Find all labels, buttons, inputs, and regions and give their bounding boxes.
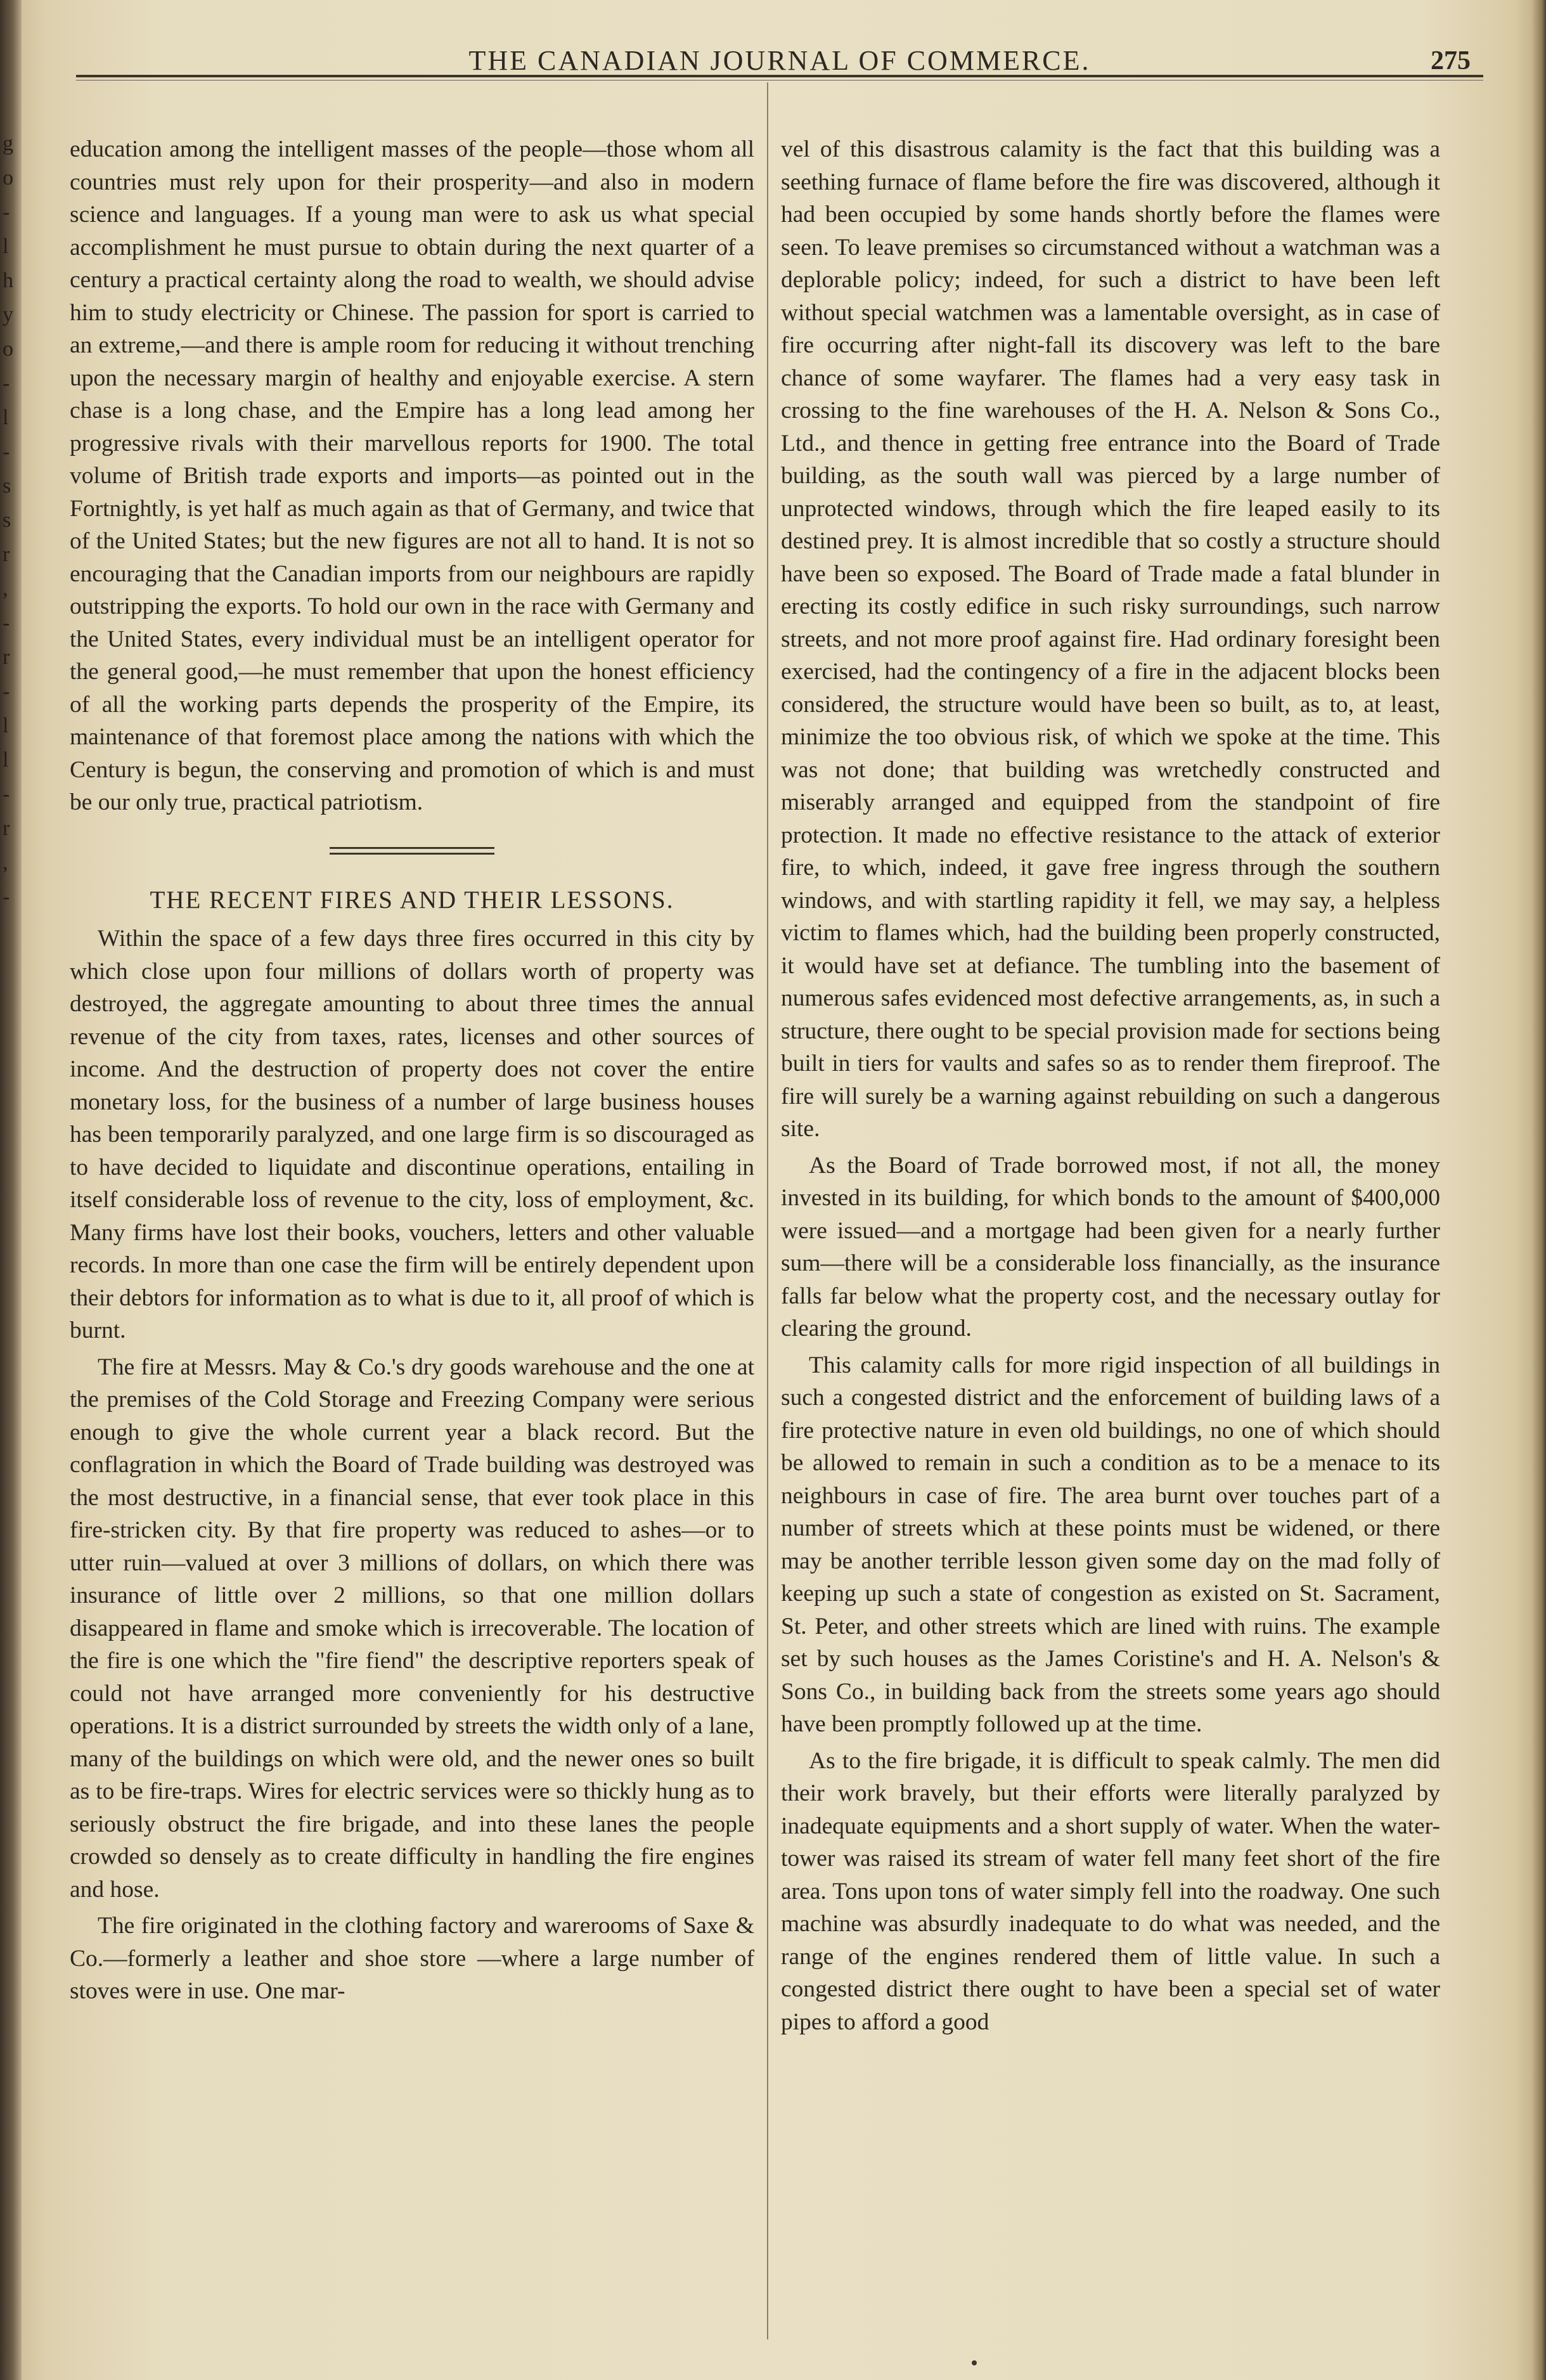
article-paragraph: Within the space of a few days three fires occurred in this city by which close upon four millions of dollars worth of property was destroyed, the aggregate amounting to about three times the annual revenue of the city from taxes, rates, licenses and other sources of income. And the destruction of property does not cover the entire monetary loss, for the business of a number of large business houses has been temporarily paralyzed, and one large firm is so discouraged as to have decided to liquidate and discontinue operations, entailing in itself considerable loss of revenue to the city, loss of employment, &c. Many firms have lost their books, vouchers, letters and other valuable records. In more than one case the firm will be entirely dependent upon their debtors for information as to what is due to it, all proof of which is burnt. (70, 926, 754, 1343)
article-paragraph: As to the fire brigade, it is difficult to speak calmly. The men did their work bravely, but their efforts were literally paralyzed by inadequate equipments and a short supply of water. When the water-tower was raised its stream of water fell many feet short of the fire area. Tons upon tons of water simply fell into the roadway. One such machine was absurdly inadequate to do what was needed, and the range of the engines rendered them of little value. In such a congested district there ought to have been a special set of water pipes to afford a good (781, 1747, 1440, 2035)
print-dot (972, 2360, 977, 2365)
journal-title: THE CANADIAN JOURNAL OF COMMERCE. (468, 45, 1091, 76)
page-edge (1532, 0, 1546, 2380)
binding-gutter (0, 0, 22, 2380)
article-paragraph: The fire at Messrs. May & Co.'s dry goods warehouse and the one at the premises of the Cold Storage and Freezing Company were serious enough to give the whole current year a black record. But the conflagration in which the Board of Trade building was destroyed was the most destructive, in a financial sense, that ever took place in this fire-stricken city. By that fire property was reduced to ashes—or to utter ruin—valued at over 3 millions of dollars, on which there was insurance of little over 2 millions, so that one million dollars disappeared in flame and smoke which is irrecoverable. The location of the fire is one which the "fire fiend" the descriptive reporters speak of could not have arranged more conveniently for his destructive operations. It is a district surrounded by streets the width only of a lane, many of the buildings on which were old, and the newer ones so built as to be fire-traps. Wires for electric services were so thickly hung as to seriously obstruct the fire brigade, and into these lanes the people crowded so densely as to create difficulty in handling the fire engines and hose. (70, 1354, 754, 1903)
article-paragraph: The fire originated in the clothing factory and warerooms of Saxe & Co.—formerly a leather and shoe store —where a large number of stoves were in use. One mar- (70, 1913, 754, 2004)
column-divider (767, 82, 768, 2339)
article-paragraph: vel of this disastrous calamity is the fact that this building was a seething furnace of flame before the fire was discovered, although it had been occupied by some hands shortly before the flames were seen. To leave premises so circumstanced without a watchman was a deplorable policy; indeed, for such a district to have been left without special watchmen was a lamentable oversight, as in case of fire occurring after night-fall its discovery was left to the bare chance of some wayfarer. The flames had a very easy task in crossing to the fine warehouses of the H. A. Nelson & Sons Co., Ltd., and thence in getting free entrance into the Board of Trade building, as the south wall was pierced by a large number of unprotected windows, through which the fire leaped easily to its destined prey. It is almost incredible that so costly a structure should have been so exposed. The Board of Trade made a fatal blunder in erecting its costly edifice in such risky surroundings, such narrow streets, and not more proof against fire. Had ordinary foresight been exercised, had the contingency of a fire in the adjacent blocks been considered, the structure would have been so built, as to, at least, minimize the too obvious risk, of which we spoke at the time. This was not done; that building was wretchedly constructed and miserably arranged and equipped from the standpoint of fire protection. It made no effective resistance to the attack of exterior fire, to which, indeed, it gave free ingress through the southern windows, and with startling rapidity it fell, we may say, a helpless victim to flames which, had the building been properly constructed, it would have set at defiance. The tumbling into the basement of numerous safes evidenced most defective arrangements, as, in such a structure, there ought to be special provision made for sections being built in tiers for vaults and safes so as to render them fireproof. The fire will surely be a warning against rebuilding on such a dangerous site. (781, 136, 1440, 1142)
gutter-text-fragments: g o - l h y o - l - s s r , - r - l l - r , - (3, 132, 13, 909)
right-column (781, 133, 1440, 2038)
header-rule (76, 75, 1483, 77)
continued-paragraph: education among the intelligent masses of the people—those whom all countries must rely upon for their prosperity—and also in modern science and languages. If a young man were to ask us what special accomplishment he must pursue to obtain during the next quarter of a century a practical certainty along the road to wealth, we should advise him to study electricity or Chinese. The passion for sport is carried to an extreme,—and there is ample room for reducing it without trenching upon the necessary margin of healthy and enjoyable exercise. A stern chase is a long chase, and the Empire has a long lead among her progressive rivals with their marvellous reports for 1900. The total volume of British trade exports and imports—as pointed out in the Fortnightly, is yet half as much again as that of Germany, and twice that of the United States; but the new figures are not all to hand. It is not so encouraging that the Canadian imports from our neighbours are rapidly outstripping the exports. To hold our own in the race with Germany and the United States, every individual must be an intelligent operator for the general good,—he must remember that upon the honest efficiency of all the working parts depends the prosperity of the Empire, its maintenance of that foremost place among the nations with which the Century is begun, the conserving and promotion of which is and must be our only true, practical patriotism. (70, 136, 754, 815)
article-paragraph: As the Board of Trade borrowed most, if not all, the money invested in its building, for which bonds to the amount of $400,000 were issued—and a mortgage had been given for a nearly further sum—there will be a considerable loss financially, as the insurance falls far below what the property cost, and the necessary outlay for clearing the ground. (781, 1152, 1440, 1342)
header-rule-thin (76, 80, 1483, 81)
section-divider-double (330, 853, 494, 855)
page-number: 275 (1431, 46, 1471, 75)
left-column (70, 133, 754, 2008)
article-paragraph: This calamity calls for more rigid inspection of all buildings in such a congested district and the enforcement of building laws of a fire protective nature in even old buildings, no one of which should be allowed to remain in such a condition as to be a menace to its neighbours in case of fire. The area burnt over touches part of a number of streets which at these points must be widened, or there may be another terrible lesson given some day on the mad folly of keeping up such a state of congestion as existed on St. Sacrament, St. Peter, and other streets which are lined with ruins. The example set by such houses as the James Coristine's and H. A. Nelson's & Sons Co., in building back from the streets some years ago should have been promptly followed up at the time. (781, 1352, 1440, 1737)
section-divider (330, 847, 494, 849)
page-header (76, 44, 1483, 76)
article-heading: THE RECENT FIRES AND THEIR LESSONS. (150, 886, 674, 914)
